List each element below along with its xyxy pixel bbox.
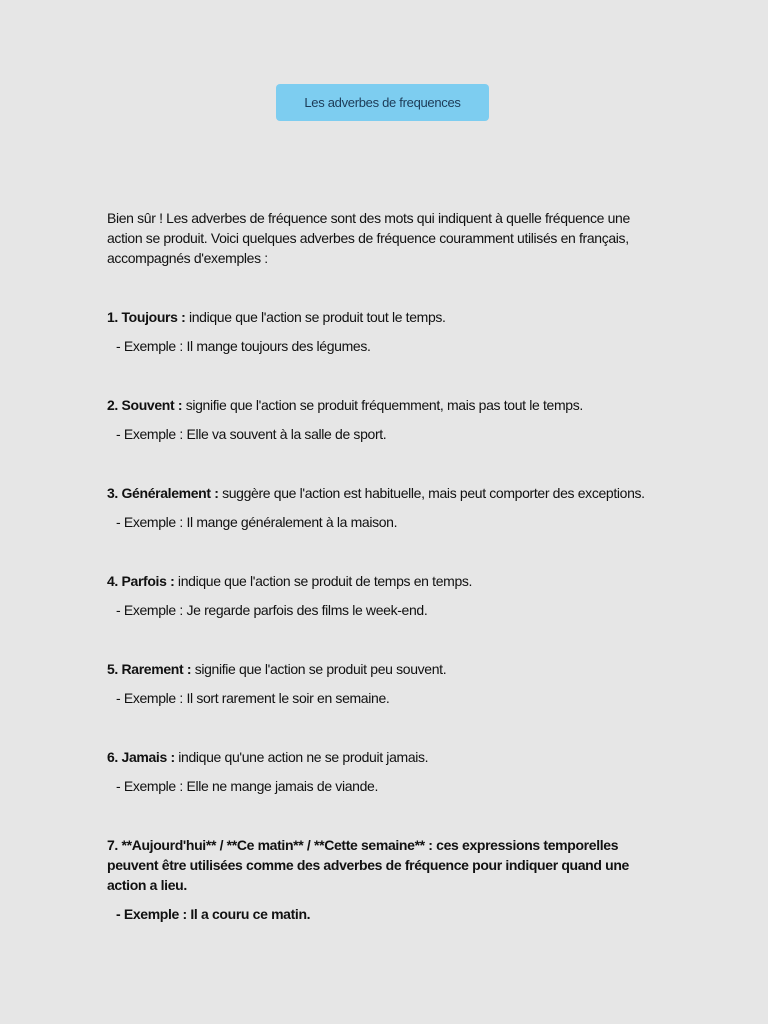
item-definition-text: ces expressions temporelles peuvent être utilisées comme des adverbes de fréquence pour indiquer quand une action a lieu.: [107, 837, 629, 893]
list-item: [107, 571, 662, 620]
item-definition-text: suggère que l'action est habituelle, mais peut comporter des exceptions.: [218, 485, 645, 501]
item-term: 3. Généralement :: [107, 485, 219, 501]
item-example: - Exemple : Il a couru ce matin.: [116, 906, 311, 922]
list-item: [107, 835, 662, 924]
list-item: [107, 307, 662, 356]
item-example: - Exemple : Il sort rarement le soir en semaine.: [116, 690, 390, 706]
intro-paragraph: Bien sûr ! Les adverbes de fréquence sont des mots qui indiquent à quelle fréquence une action se produit. Voici quelques adverbes de fréquence couramment utilisés en français, accompagnés d'exemples :: [107, 210, 630, 266]
item-definition-text: indique que l'action se produit de temps en temps.: [174, 573, 473, 589]
item-definition: [107, 395, 662, 415]
document-body: [107, 208, 662, 924]
item-term: 1. Toujours :: [107, 309, 186, 325]
item-example: - Exemple : Je regarde parfois des films le week-end.: [116, 602, 428, 618]
page-title: Les adverbes de frequences: [304, 95, 461, 110]
item-definition: [107, 571, 662, 591]
item-definition: [107, 747, 662, 767]
list-item: [107, 395, 662, 444]
item-example: - Exemple : Il mange toujours des légumes.: [116, 338, 371, 354]
item-definition-text: signifie que l'action se produit peu souvent.: [191, 661, 447, 677]
item-definition: [107, 659, 662, 679]
item-definition-text: indique qu'une action ne se produit jamais.: [174, 749, 429, 765]
item-definition: [107, 483, 662, 503]
list-item: [107, 659, 662, 708]
item-term: 4. Parfois :: [107, 573, 175, 589]
item-definition-text: signifie que l'action se produit fréquemment, mais pas tout le temps.: [182, 397, 583, 413]
list-item: [107, 747, 662, 796]
item-example: - Exemple : Elle ne mange jamais de viande.: [116, 778, 378, 794]
item-term: 6. Jamais :: [107, 749, 175, 765]
item-example: - Exemple : Elle va souvent à la salle de sport.: [116, 426, 387, 442]
item-term: 2. Souvent :: [107, 397, 183, 413]
item-example: - Exemple : Il mange généralement à la maison.: [116, 514, 398, 530]
item-term: 5. Rarement :: [107, 661, 192, 677]
item-term: 7. **Aujourd'hui** / **Ce matin** / **Cette semaine** :: [107, 837, 433, 853]
list-item: [107, 483, 662, 532]
item-definition: [107, 835, 662, 895]
item-definition-text: indique que l'action se produit tout le temps.: [185, 309, 446, 325]
title-banner: [276, 84, 489, 121]
item-definition: [107, 307, 662, 327]
